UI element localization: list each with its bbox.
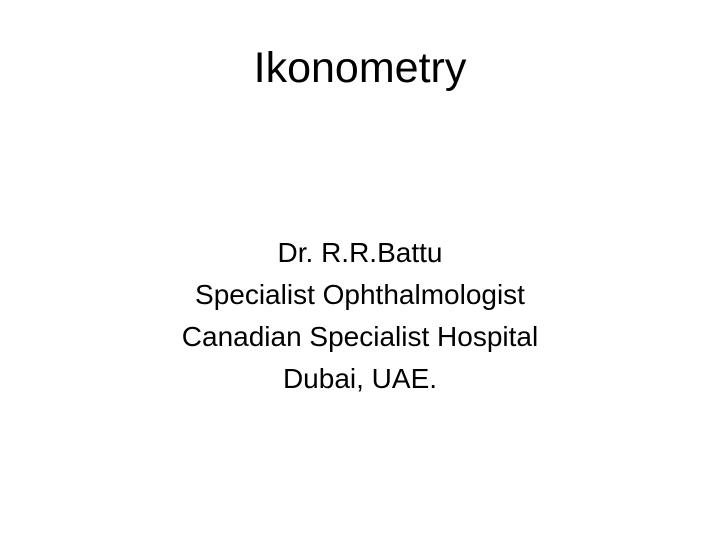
author-name: Dr. R.R.Battu xyxy=(277,237,443,268)
author-specialty: Specialist Ophthalmologist xyxy=(195,279,525,310)
slide-subtitle xyxy=(0,232,720,400)
author-location: Dubai, UAE. xyxy=(282,363,438,394)
slide-title: Ikonometry xyxy=(253,44,467,92)
author-hospital: Canadian Specialist Hospital xyxy=(181,321,539,352)
